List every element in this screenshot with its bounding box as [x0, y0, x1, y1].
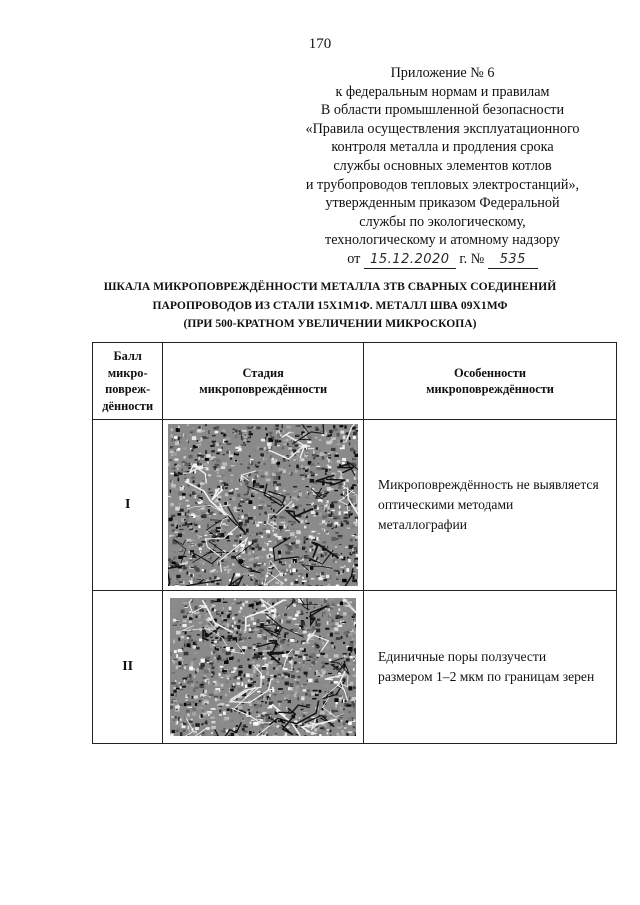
- title-line: ШКАЛА МИКРОПОВРЕЖДЁННОСТИ МЕТАЛЛА ЗТВ СВАРНЫХ СОЕДИНЕНИЙ: [103, 280, 557, 293]
- appendix-line: Приложение № 6: [390, 65, 495, 81]
- appendix-line: к федеральным нормам и правилам: [335, 83, 550, 100]
- table-row: [93, 420, 617, 591]
- appendix-line: «Правила осуществления эксплуатационного: [305, 120, 580, 137]
- grade-cell: II: [93, 591, 163, 744]
- micro-damage-scale-table: [92, 342, 617, 744]
- appendix-line: контроля металла и продления срока: [331, 139, 554, 156]
- title-line: (ПРИ 500-КРАТНОМ УВЕЛИЧЕНИИ МИКРОСКОПА): [183, 317, 477, 330]
- order-number: 535: [488, 252, 538, 269]
- appendix-line: и трубопроводов тепловых электростанций»,: [305, 176, 580, 193]
- header-stage-line: микроповреждённости: [199, 382, 328, 396]
- appendix-line: В области промышленной безопасности: [320, 102, 565, 119]
- header-grade-line: дённости: [102, 398, 154, 413]
- header-features-line: Особенности: [453, 365, 527, 380]
- header-stage-line: Стадия: [242, 365, 284, 380]
- micrograph-creep-pores-icon: [170, 598, 356, 736]
- header-grade: [93, 343, 163, 420]
- grade-cell: I: [93, 420, 163, 591]
- header-grade-line: повреж-: [105, 382, 151, 396]
- micrograph-cell: [163, 420, 364, 591]
- appendix-line: технологическому и атомному надзору: [325, 232, 560, 249]
- header-grade-line: микро-: [107, 365, 148, 380]
- appendix-header: [290, 64, 595, 269]
- order-date: 15.12.2020: [364, 252, 456, 269]
- micrograph-cell: [163, 591, 364, 744]
- description-cell: Микроповреждённость не выявляется оптическими методами металлографии: [364, 420, 617, 591]
- title-line: ПАРОПРОВОДОВ ИЗ СТАЛИ 15Х1М1Ф. МЕТАЛЛ ШВА 09Х1МФ: [152, 298, 508, 312]
- page-number: 170: [308, 36, 332, 52]
- date-prefix: от: [347, 250, 361, 267]
- header-features: [364, 343, 617, 420]
- number-prefix: г. №: [459, 250, 485, 267]
- micrograph-structure-icon: [168, 424, 358, 586]
- header-grade-line: Балл: [113, 349, 142, 363]
- appendix-line: службы основных элементов котлов: [333, 157, 552, 174]
- appendix-line: службы по экологическому,: [359, 213, 526, 230]
- header-features-line: микроповреждённости: [426, 382, 554, 396]
- document-title: [60, 278, 600, 334]
- appendix-line: утвержденным приказом Федеральной: [325, 195, 560, 212]
- description-cell: Единичные поры ползучести размером 1–2 мкм по границам зерен: [364, 591, 617, 744]
- header-stage: [163, 343, 364, 420]
- order-date-number: [290, 250, 595, 269]
- table-row: [93, 591, 617, 744]
- table-header-row: [93, 343, 617, 420]
